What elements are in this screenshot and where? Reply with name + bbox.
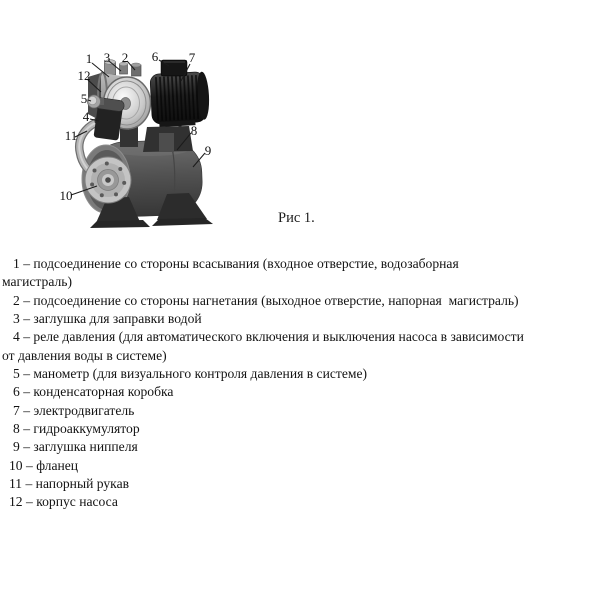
callout-number-8: 8 bbox=[190, 123, 198, 138]
callout-number-4: 4 bbox=[82, 109, 90, 124]
legend-line-12: 12 – корпус насоса bbox=[9, 494, 118, 510]
pump-station-figure bbox=[38, 38, 238, 240]
callout-number-12: 12 bbox=[77, 68, 91, 83]
legend-line-1: 1 – подсоединение со стороны всасывания (входное отверстие, водозаборная bbox=[13, 256, 459, 271]
legend-line-4: 4 – реле давления (для автоматического включения и выключения насоса в зависимости bbox=[13, 329, 524, 345]
figure-caption: Рис 1. bbox=[278, 210, 315, 226]
callout-number-1: 1 bbox=[85, 51, 93, 66]
legend-line-4-wrap: от давления воды в системе) bbox=[2, 347, 167, 363]
callout-number-6: 6 bbox=[151, 49, 159, 64]
callout-number-7: 7 bbox=[188, 50, 196, 65]
callout-number-10: 10 bbox=[59, 188, 73, 203]
legend-line-7: 7 – электродвигатель bbox=[13, 402, 135, 418]
legend-line-10: 10 – фланец bbox=[9, 457, 79, 473]
callout-number-11: 11 bbox=[64, 128, 78, 143]
flange bbox=[85, 157, 131, 203]
legend-line-6: 6 – конденсаторная коробка bbox=[13, 384, 174, 400]
legend-list bbox=[0, 255, 600, 512]
callout-number-9: 9 bbox=[204, 143, 212, 158]
callout-number-2: 2 bbox=[121, 50, 129, 65]
legend-line-5: 5 – манометр (для визуального контроля давления в системе) bbox=[13, 366, 368, 382]
capacitor-box bbox=[161, 60, 187, 76]
legend-line-1-wrap: магистраль) bbox=[2, 274, 72, 290]
callout-number-3: 3 bbox=[103, 50, 111, 65]
legend-line-8: 8 – гидроаккумулятор bbox=[13, 421, 140, 437]
callout-number-5: 5 bbox=[80, 91, 88, 106]
legend-line-9: 9 – заглушка ниппеля bbox=[13, 439, 138, 455]
legend-line-2: 2 – подсоединение со стороны нагнетания (выходное отверстие, напорная магистраль) bbox=[13, 292, 519, 308]
legend-line-3: 3 – заглушка для заправки водой bbox=[13, 311, 202, 327]
motor bbox=[150, 71, 211, 127]
legend-line-11: 11 – напорный рукав bbox=[9, 476, 130, 492]
